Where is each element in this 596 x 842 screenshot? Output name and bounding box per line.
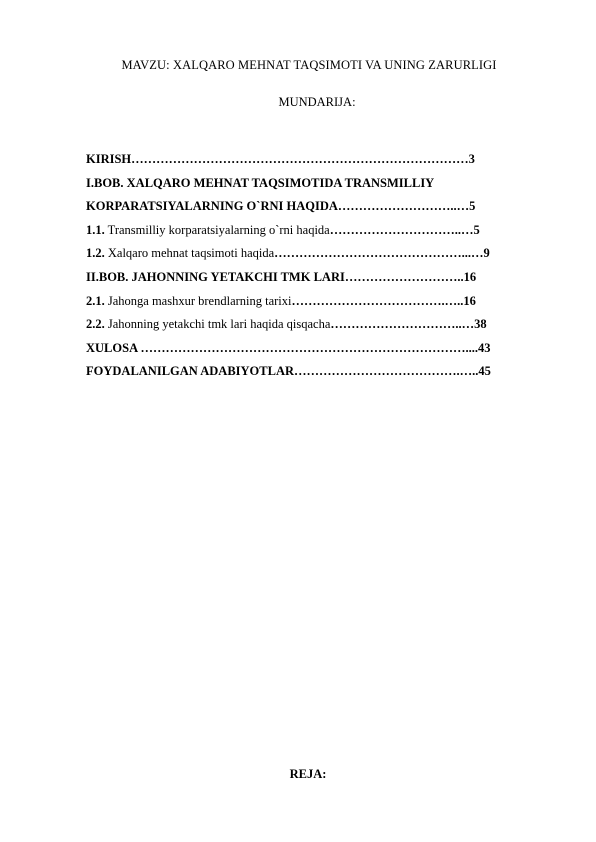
table-of-contents [86,148,536,384]
toc-section-number: 1.2. [86,246,105,261]
toc-section-title: Jahonning yetakchi tmk lari haqida qisqacha [104,317,331,332]
toc-section-number: 2.2. [86,317,105,332]
toc-entry-section-1-1 [86,219,536,243]
toc-leader-page: ……………………………….…..16 [291,293,476,308]
toc-section-number: 2.1. [86,293,105,308]
toc-entry-chapter-2: II.BOB. JAHONNING YETAKCHI TMK LARI………………………..16 [86,269,477,284]
toc-entry-conclusion: XULOSA ……………………………………………………………………....43 [86,340,491,355]
toc-section-number: 1.1. [86,222,105,237]
toc-entry-section-2-1 [86,290,536,314]
toc-leader-page: ………………………………………...…9 [274,246,490,261]
toc-leader-page: …………………………..…38 [330,317,487,332]
toc-entry-section-1-2 [86,242,536,266]
plan-label: REJA: [289,767,327,781]
toc-entry-references: FOYDALANILGAN ADABIYOTLAR………………………………….…..45 [86,364,491,379]
contents-title: MUNDARIJA: [278,95,356,109]
toc-entry-section-2-2 [86,313,536,337]
toc-entry-chapter-1-line-2: KORPARATSIYALARNING O`RNI HAQIDA………………………..…5 [86,199,476,214]
toc-section-title: Jahonga mashxur brendlarning tarixi [104,293,292,308]
toc-entry-chapter-1-line-1: I.BOB. XALQARO MEHNAT TAQSIMOTIDA TRANSMILLIY [86,175,435,190]
toc-section-title: Xalqaro mehnat taqsimoti haqida [104,246,275,261]
toc-leader-page: …………………………..…5 [329,222,480,237]
toc-entry-introduction: KIRISH………………………………………………………………………3 [86,152,475,166]
toc-section-title: Transmilliy korparatsiyalarning o`rni haqida [104,222,330,237]
document-topic: MAVZU: XALQARO MEHNAT TAQSIMOTI VA UNING ZARURLIGI [121,58,497,72]
